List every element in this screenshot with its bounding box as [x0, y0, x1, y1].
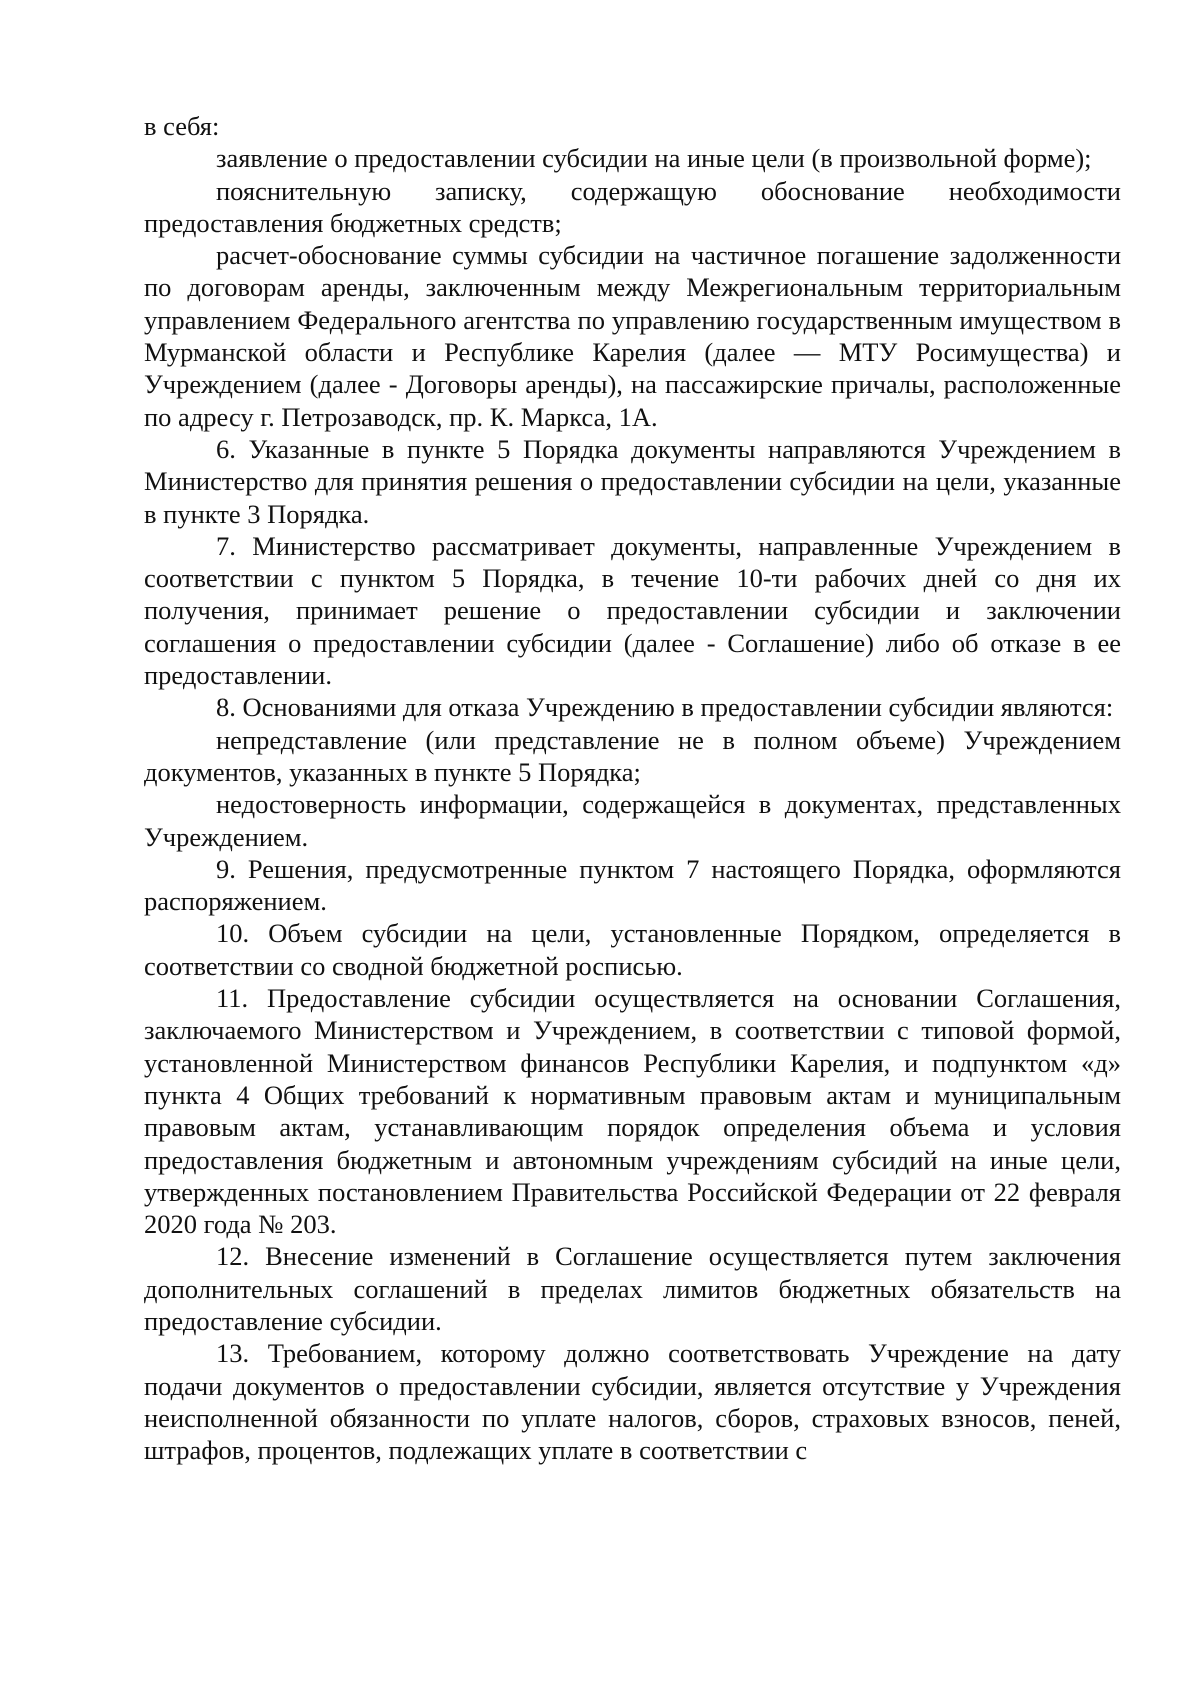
paragraph-item-11: 11. Предоставление субсидии осуществляется на основании Соглашения, заключаемого Министерством и Учреждением, в соответствии с типовой формой, установленной Министерством финансов Республики Карелия, и подпунктом «д» пункта 4 Общих требований к нормативным правовым актам и муниципальным правовым актам, устанавливающим порядок определения объема и условия предоставления бюджетным и автономным учреждениям субсидий на иные цели, утвержденных постановлением Правительства Российской Федерации от 22 февраля 2020 года № 203.: [144, 983, 1121, 1240]
paragraph-item-9: 9. Решения, предусмотренные пунктом 7 настоящего Порядка, оформляются распоряжением.: [144, 853, 1121, 917]
paragraph-non-submission: непредставление (или представление не в полном объеме) Учреждением документов, указанных в пункте 5 Порядка;: [144, 724, 1121, 787]
paragraph-application: заявление о предоставлении субсидии на иные цели (в произвольной форме);: [216, 143, 1092, 174]
paragraph-calculation: расчет-обоснование суммы субсидии на частичное погашение задолженности по договорам аренды, заключенным между Межрегиональным территориальным управлением Федерального агентства по управлению государственным имуществом в Мурманской области и Республике Карелия (далее — МТУ Росимущества) и Учреждением (далее - Договоры аренды), на пассажирские причалы, расположенные по адресу г. Петрозаводск, пр. К. Маркса, 1А.: [144, 240, 1121, 432]
paragraph-item-12: 12. Внесение изменений в Соглашение осуществляется путем заключения дополнительных соглашений в пределах лимитов бюджетных обязательств на предоставление субсидии.: [144, 1241, 1121, 1336]
paragraph-unreliability: недостоверность информации, содержащейся в документах, представленных Учреждением.: [144, 789, 1121, 852]
paragraph-explanatory-note: пояснительную записку, содержащую обоснование необходимости предоставления бюджетных средств;: [144, 175, 1121, 238]
paragraph-continuation: в себя:: [144, 111, 220, 141]
document-page: [144, 110, 1121, 1466]
paragraph-item-7: 7. Министерство рассматривает документы, направленные Учреждением в соответствии с пунктом 5 Порядка, в течение 10-ти рабочих дней со дня их получения, принимает решение о предоставлении субсидии и заключении соглашения о предоставлении субсидии (далее - Соглашение) либо об отказе в ее предоставлении.: [144, 530, 1121, 691]
paragraph-item-13: 13. Требованием, которому должно соответствовать Учреждение на дату подачи документов о предоставлении субсидии, является отсутствие у Учреждения неисполненной обязанности по уплате налогов, сборов, страховых взносов, пеней, штрафов, процентов, подлежащих уплате в соответствии с: [144, 1338, 1121, 1466]
paragraph-item-6: 6. Указанные в пункте 5 Порядка документы направляются Учреждением в Министерство для принятия решения о предоставлении субсидии на цели, указанные в пункте 3 Порядка.: [144, 433, 1121, 529]
paragraph-item-8: 8. Основаниями для отказа Учреждению в предоставлении субсидии являются:: [216, 692, 1114, 723]
paragraph-item-10: 10. Объем субсидии на цели, установленные Порядком, определяется в соответствии со сводной бюджетной росписью.: [144, 918, 1121, 981]
